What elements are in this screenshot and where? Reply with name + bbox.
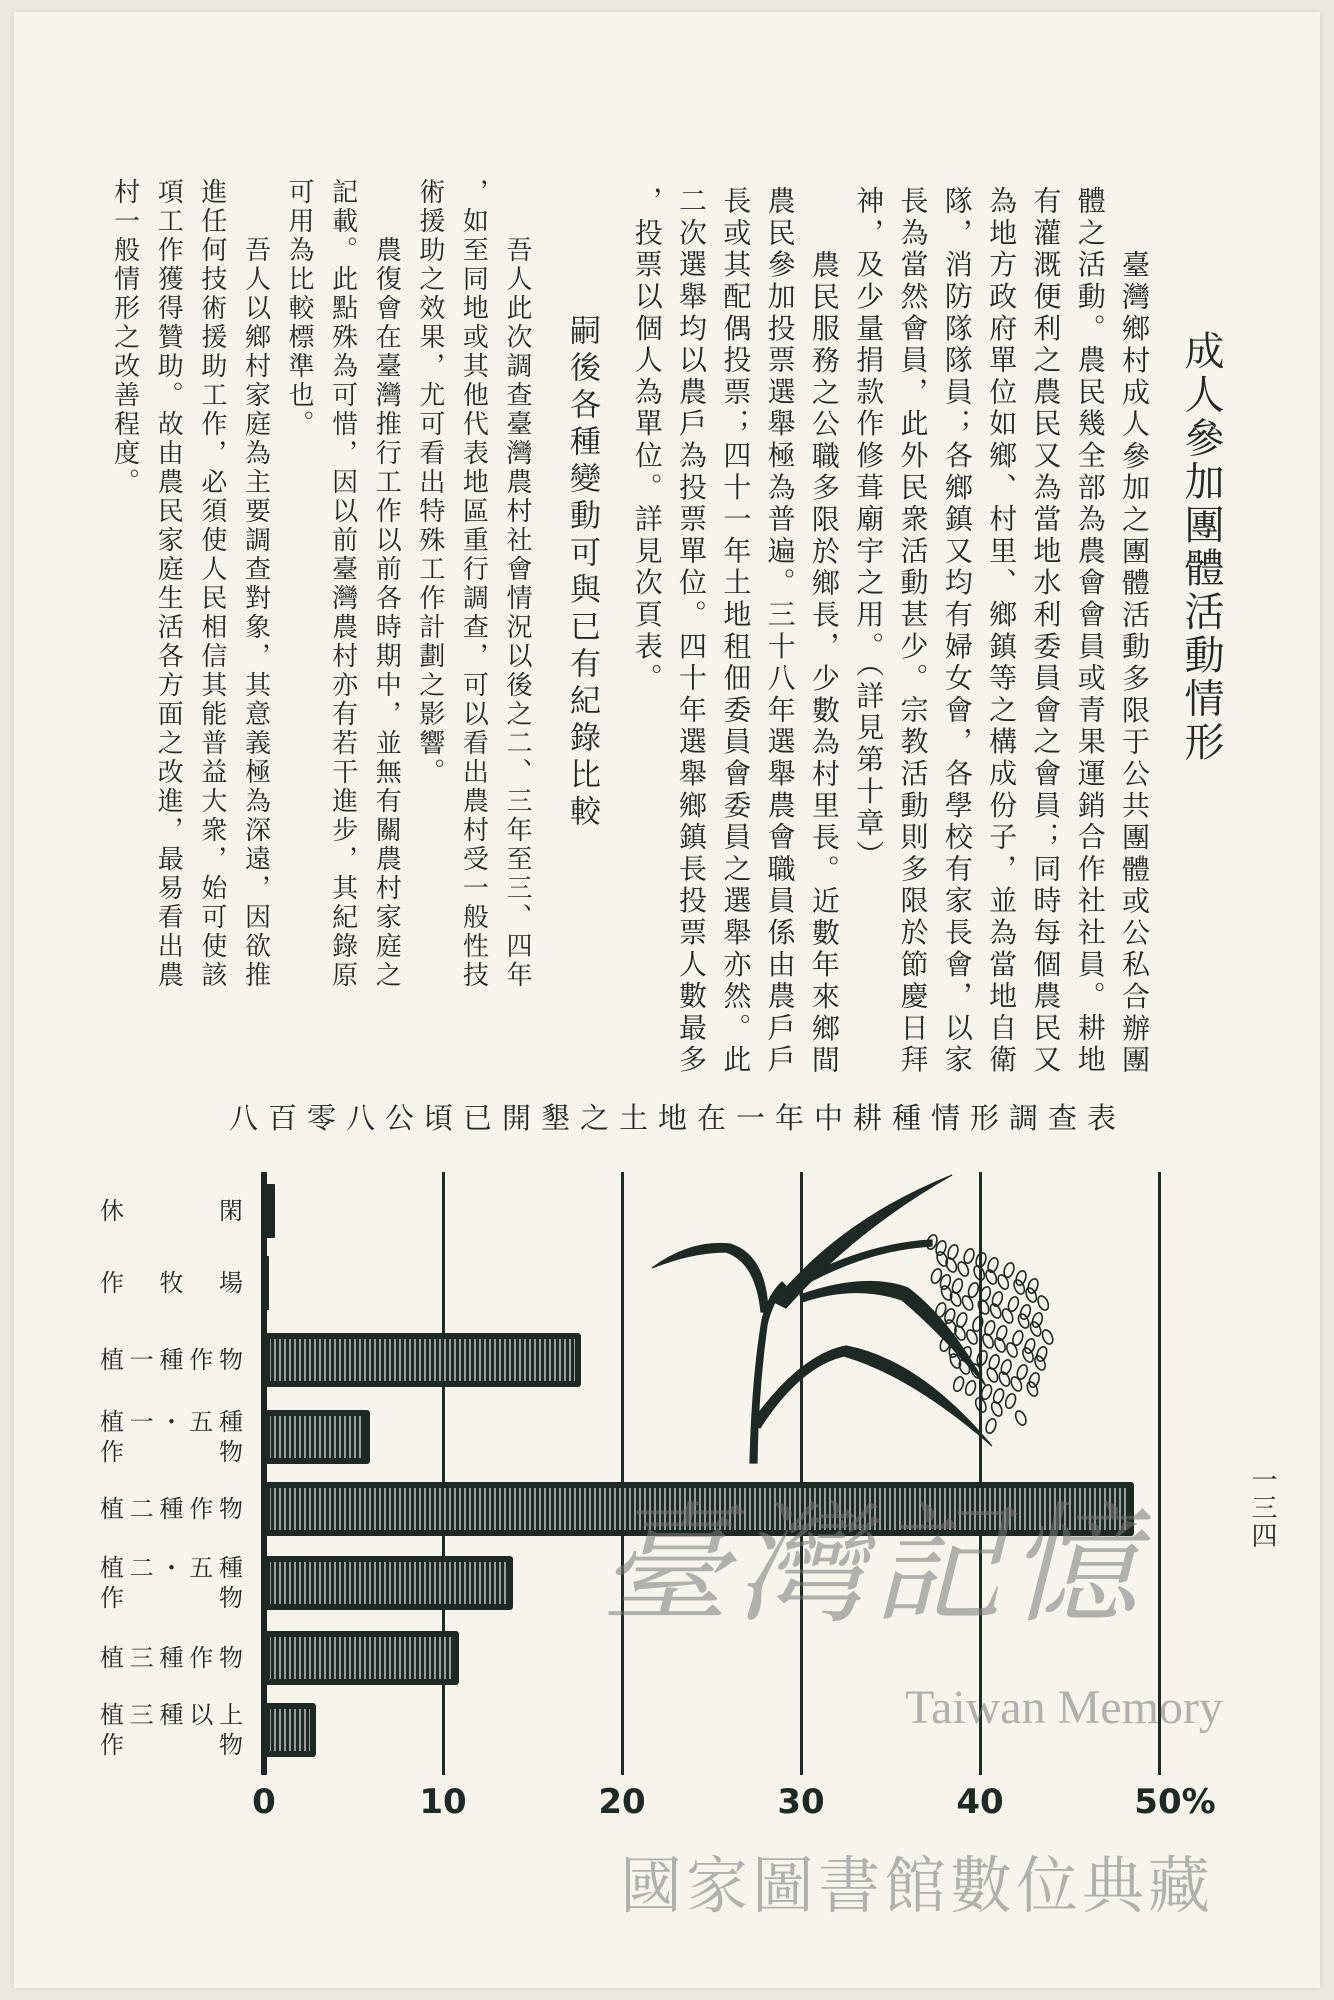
rice-grain	[988, 1302, 1002, 1319]
text-column: 為地方政府單位如鄉、村里、鄉鎮等之構成份子，並為當地自衛	[985, 186, 1019, 1077]
rice-grain	[951, 1277, 965, 1294]
category-label	[100, 1196, 243, 1226]
page-number: 一三四	[1247, 1466, 1277, 1550]
rice-grain	[1014, 1409, 1028, 1426]
category-label-line: 植一・五種	[100, 1408, 243, 1436]
text-column: 農民參加投票選舉極為普遍。三十八年選舉農會職員係由農戶戶	[763, 186, 797, 1077]
text-column: 體之活動。農民幾全部為農會會員或青果運銷合作社社員。耕地	[1073, 186, 1107, 1077]
bar	[264, 1703, 316, 1757]
rice-grain	[1036, 1294, 1050, 1311]
text-column: 記載。此點殊為可惜，因以前臺灣農村亦有若干進步，其紀錄原	[327, 178, 358, 990]
text-column: 吾人以鄉村家庭為主要調查對象，其意義極為深遠，因欲推	[240, 236, 271, 990]
category-label-line: 植三種作物	[100, 1644, 243, 1672]
rice-grain	[995, 1324, 1009, 1341]
x-tick-label: 50%	[1134, 1782, 1216, 1822]
bar	[264, 1256, 269, 1310]
text-column: 術援助之效果，尤可看出特殊工作計劃之影響。	[414, 178, 445, 787]
category-label	[100, 1407, 243, 1467]
rice-plant-illustration	[640, 1160, 1090, 1470]
rice-grain	[986, 1256, 1000, 1273]
category-label	[100, 1643, 243, 1673]
rice-grain	[1035, 1345, 1049, 1362]
text-column: 隊，消防隊隊員；各鄉鎮又均有婦女會，各學校有家長會，以家	[940, 186, 974, 1077]
bar	[264, 1184, 275, 1238]
watermark-calligraphy: 臺灣記憶	[600, 1489, 1145, 1641]
rice-grain	[980, 1383, 994, 1400]
rice-grain	[955, 1311, 969, 1328]
rice-grain	[999, 1358, 1013, 1375]
rice-grain	[991, 1290, 1005, 1307]
text-column: 長為當然會員，此外民衆活動甚少。宗教活動則多限於節慶日拜	[896, 186, 930, 1077]
category-label-line: 休閑	[100, 1197, 243, 1225]
category-label-line: 植二・五種	[100, 1554, 243, 1582]
rice-grain	[962, 1247, 976, 1264]
rice-grain	[1000, 1307, 1014, 1324]
category-label-line: 作物	[100, 1584, 243, 1612]
section-title-future-comparison: 嗣後各種變動可與已有紀錄比較	[564, 314, 600, 832]
category-label-line: 作牧場	[100, 1269, 243, 1297]
rice-grain	[1002, 1261, 1016, 1278]
category-label	[100, 1268, 243, 1298]
rice-grain	[967, 1281, 981, 1298]
rice-grain	[971, 1315, 985, 1332]
category-label-line: 植一種作物	[100, 1346, 243, 1374]
rice-grain	[993, 1336, 1007, 1353]
rice-grain	[987, 1353, 1001, 1370]
category-label	[100, 1553, 243, 1613]
rice-grain	[1027, 1371, 1041, 1388]
text-column: ，投票以個人為單位。詳見次頁表。	[630, 186, 664, 695]
section-left-body	[102, 178, 538, 990]
rice-grain	[952, 1375, 966, 1392]
text-column: 農民服務之公職多限於鄉長，少數為村里長。近數年來鄉間	[807, 250, 841, 1077]
text-column: 可用為比較標準也。	[284, 178, 315, 439]
text-column: 進任何技術援助工作，必須使人民相信其能普益大衆，始可使該	[196, 178, 227, 990]
category-label	[100, 1345, 243, 1375]
rice-grain	[1005, 1341, 1019, 1358]
bar	[264, 1482, 1134, 1536]
text-column: ，如至同地或其他代表地區重行調查，可以看出農村受一般性技	[458, 178, 489, 990]
category-label-line: 植二種作物	[100, 1495, 243, 1523]
category-label	[100, 1700, 243, 1760]
gridline	[621, 1172, 624, 1775]
x-tick-label: 20	[598, 1782, 646, 1822]
text-column: 項工作獲得贊助。故由農民家庭生活各方面之改進，最易看出農	[153, 178, 184, 990]
category-label-line: 作物	[100, 1731, 243, 1759]
bar	[264, 1333, 581, 1387]
text-column: 有灌溉便利之農民又為當地水利委員會之會員；同時每個農民又	[1029, 186, 1063, 1077]
gridline	[1158, 1172, 1161, 1775]
section-right-body	[624, 186, 1156, 1077]
section-title-adult-group-activities: 成人參加團體活動情形	[1178, 330, 1224, 764]
chart-title: 八百零八公頃已開墾之土地在一年中耕種情形調查表	[229, 1101, 1127, 1135]
rice-grain	[997, 1370, 1011, 1387]
x-tick-label: 30	[777, 1782, 825, 1822]
rice-grain	[1014, 1269, 1028, 1286]
rice-grain	[984, 1417, 998, 1434]
text-column: 二次選舉均以農戶為投票單位。四十年選舉鄉鎮長投票人數最多	[675, 186, 709, 1077]
rice-grain	[1026, 1277, 1040, 1294]
text-column: 神，及少量捐款作修葺廟宇之用。（詳見第十章）	[852, 186, 886, 872]
watermark-institution: 國家圖書館數位典藏	[620, 1849, 1215, 1922]
text-column: 村一般情形之改善程度。	[109, 178, 140, 497]
rice-grain	[1023, 1337, 1037, 1354]
text-column: 長或其配偶投票；四十一年土地租佃委員會委員之選舉亦然。此	[719, 186, 753, 1077]
x-tick-label: 10	[419, 1782, 467, 1822]
rice-grain	[1011, 1329, 1025, 1346]
rice-grain	[984, 1268, 998, 1285]
text-column: 臺灣鄉村成人參加之團體活動多限于公共團體或公私合辦團	[1118, 250, 1151, 1077]
rice-grain	[979, 1285, 993, 1302]
bar	[264, 1410, 370, 1464]
category-label	[100, 1494, 243, 1524]
text-column: 吾人此次調查臺灣農村社會情況以後之二、三年至三、四年	[502, 236, 532, 990]
rice-grain	[964, 1379, 978, 1396]
text-column: 農復會在臺灣推行工作以前各時期中，並無有關農村家庭之	[371, 236, 402, 990]
rice-grain	[1009, 1375, 1023, 1392]
rice-leaf	[752, 1346, 992, 1446]
rice-grain	[1019, 1303, 1033, 1320]
rice-grain	[996, 1273, 1010, 1290]
rice-grain	[1004, 1392, 1018, 1409]
bar	[264, 1556, 513, 1610]
rice-grain	[1007, 1295, 1021, 1312]
rice-grain	[1015, 1363, 1029, 1380]
category-label-line: 植三種以上	[100, 1701, 243, 1729]
category-label-line: 作物	[100, 1438, 243, 1466]
x-tick-label: 0	[252, 1782, 276, 1822]
watermark-english: Taiwan Memory	[905, 1681, 1223, 1734]
bar	[264, 1631, 459, 1685]
rice-grain	[1031, 1311, 1045, 1328]
rice-grain	[975, 1349, 989, 1366]
rice-grain	[1040, 1328, 1054, 1345]
rice-grain	[992, 1387, 1006, 1404]
rice-grain	[974, 1251, 988, 1268]
rice-leaf	[652, 1244, 768, 1313]
rice-grain	[946, 1243, 960, 1260]
x-tick-label: 40	[956, 1782, 1004, 1822]
rice-grain	[983, 1319, 997, 1336]
